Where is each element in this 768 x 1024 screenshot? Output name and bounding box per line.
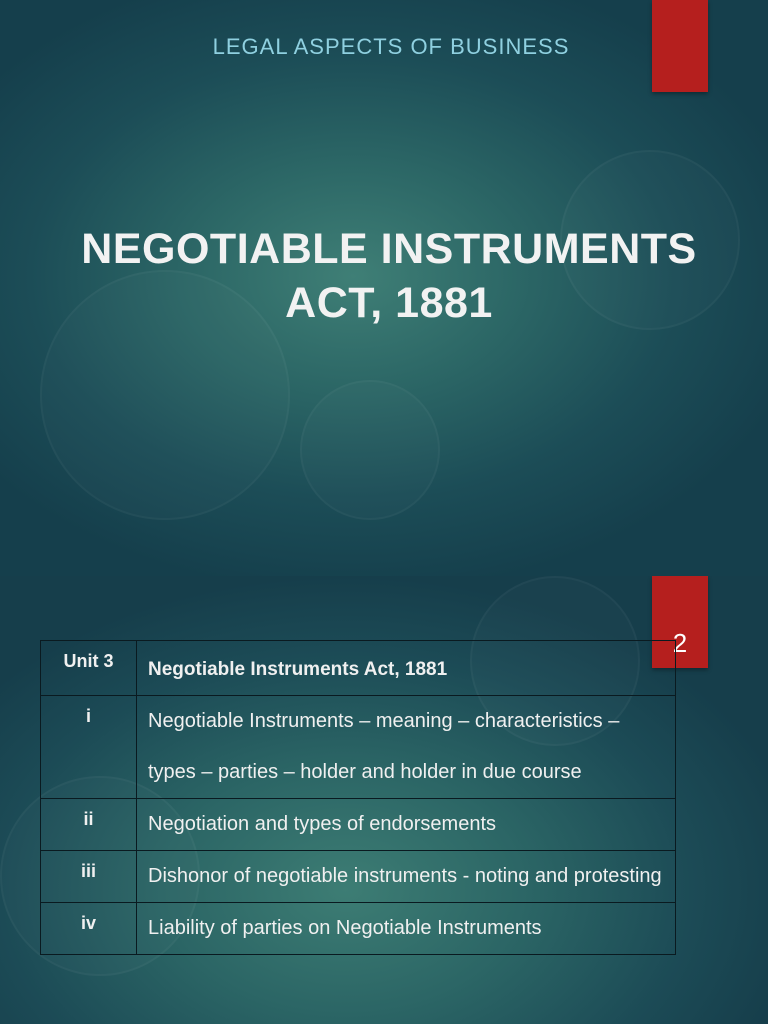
slide-title-line: NEGOTIABLE INSTRUMENTS xyxy=(81,225,697,273)
unit-cell: ii xyxy=(41,799,137,851)
topic-cell: Dishonor of negotiable instruments - noting and protesting xyxy=(137,851,676,903)
unit-cell: i xyxy=(41,696,137,799)
syllabus-table xyxy=(40,640,676,955)
topic-cell: Negotiation and types of endorsements xyxy=(137,799,676,851)
table-row xyxy=(41,799,676,851)
unit-cell: iv xyxy=(41,903,137,955)
topic-header-cell: Negotiable Instruments Act, 1881 xyxy=(137,641,676,696)
table-header-row xyxy=(41,641,676,696)
slide-title-line: ACT, 1881 xyxy=(285,279,493,327)
slide-subtitle: LEGAL ASPECTS OF BUSINESS xyxy=(212,34,570,59)
syllabus-slide xyxy=(0,576,768,1024)
table-row xyxy=(41,851,676,903)
topic-cell: Liability of parties on Negotiable Instruments xyxy=(137,903,676,955)
slide-title xyxy=(0,222,768,330)
unit-header-cell: Unit 3 xyxy=(41,641,137,696)
table-row xyxy=(41,903,676,955)
unit-cell: iii xyxy=(41,851,137,903)
slide-number: 2 xyxy=(672,628,688,658)
table-row xyxy=(41,696,676,799)
background-bubble xyxy=(300,380,440,520)
topic-cell: Negotiable Instruments – meaning – characteristics – types – parties – holder and holder in due course xyxy=(137,696,676,799)
